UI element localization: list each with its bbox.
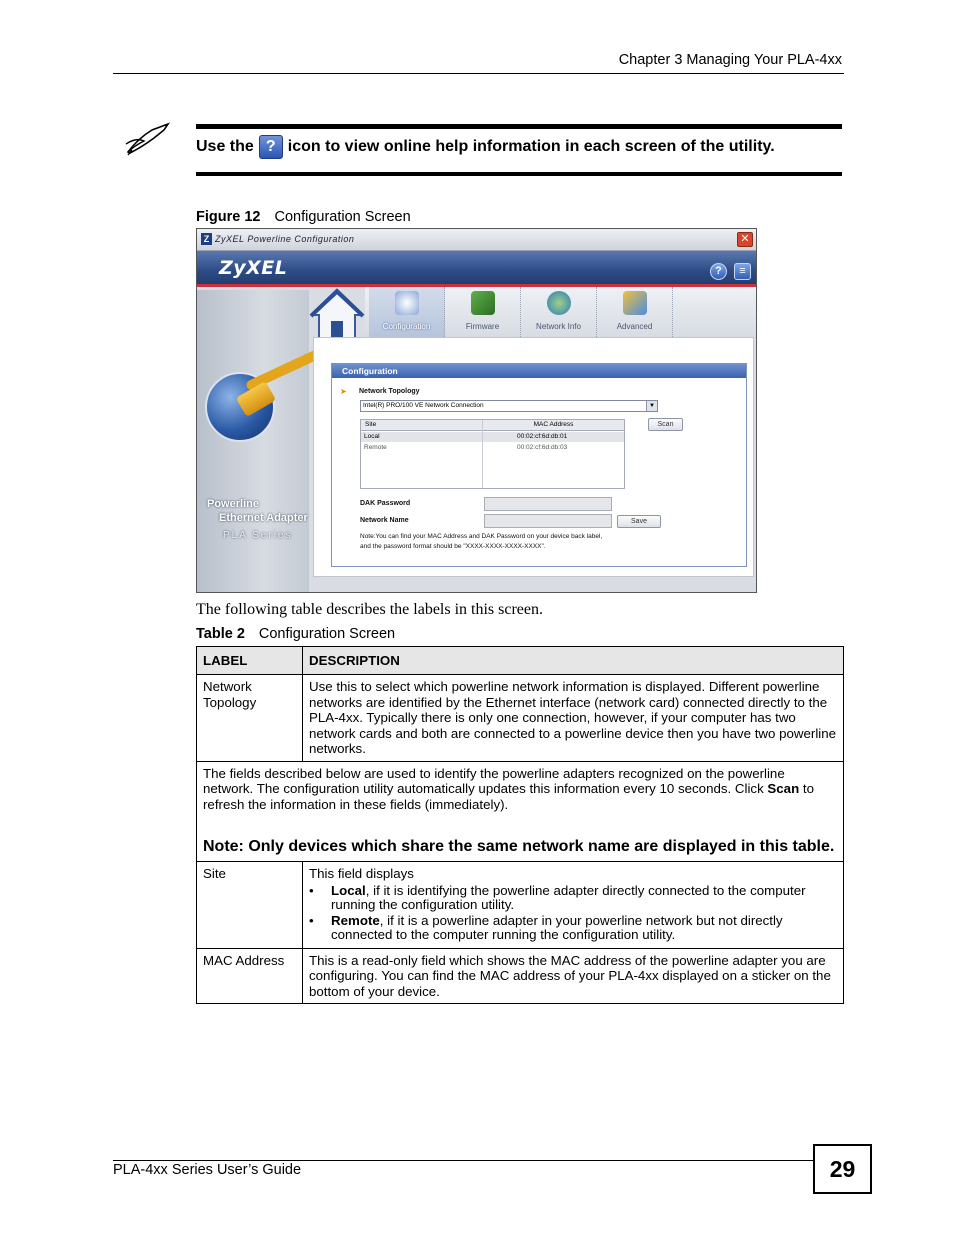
bullet-bold: Remote — [331, 912, 380, 928]
network-topology-label: Network Topology — [359, 388, 420, 395]
figure-title: Configuration Screen — [274, 209, 411, 225]
tab-configuration[interactable] — [369, 287, 445, 337]
footer-rule — [113, 1160, 813, 1161]
firmware-chip-icon — [471, 291, 495, 315]
row-mac: 00:02:cf:6d:db:01 — [517, 433, 568, 440]
arrow-icon: ➤ — [340, 387, 347, 396]
note-text-after: icon to view online help information in each screen of the utility. — [287, 138, 775, 155]
row-mac: 00:02:cf:6d:db:03 — [517, 444, 568, 451]
network-topology-value: Intel(R) PRO/100 VE Network Connection — [363, 402, 484, 409]
tab-advanced[interactable] — [597, 287, 673, 337]
brand-panel — [197, 290, 309, 592]
note-pen-icon — [124, 122, 174, 156]
window-titlebar — [197, 229, 756, 251]
footer-guide-title: PLA-4xx Series User’s Guide — [113, 1162, 302, 1178]
table-title: Configuration Screen — [258, 626, 396, 642]
note-text-before: Use the — [196, 138, 254, 155]
table-note: Note: Only devices which share the same network name are displayed in this table. — [203, 838, 835, 855]
network-info-icon — [547, 291, 571, 315]
table-header-row — [197, 647, 844, 675]
table-label: Table 2 — [196, 626, 245, 642]
note-text — [196, 134, 775, 160]
app-banner — [197, 251, 756, 287]
site-intro: This field displays — [309, 866, 414, 881]
note-rule-top — [196, 124, 842, 129]
row-description: This is a read-only field which shows the MAC address of the powerline adapter you are configuring. You can find the MAC address of your PLA-4xx displayed on a sticker on the bottom of your device. — [303, 948, 844, 1004]
chapter-header: Chapter 3 Managing Your PLA-4xx — [618, 52, 842, 68]
hint-text: and the password format should be "XXXX-XXXX-XXXX-XXXX". — [360, 543, 546, 550]
table-row — [197, 862, 844, 949]
row-description: Use this to select which powerline network information is displayed. Different powerline networks are identified by the Ethernet interface (network card) connected directly to the PLA-4xx. Typically there is only one connection, however, if your computer has two network cards and both are connected to a powerline device then you have two powerline networks. — [303, 675, 844, 762]
description-table — [196, 646, 844, 1004]
scan-bold: Scan — [767, 781, 800, 796]
zyxel-logo: ZyXEL — [219, 257, 288, 279]
home-icon[interactable] — [305, 287, 365, 343]
figure-caption — [196, 209, 411, 225]
tab-label: Network Info — [536, 322, 581, 331]
network-topology-select[interactable] — [360, 400, 658, 412]
page-number: 29 — [813, 1144, 872, 1194]
row-site[interactable]: Remote — [364, 444, 387, 451]
site-header: Site — [361, 420, 482, 431]
note-rule-bottom — [196, 172, 842, 176]
tab-label: Configuration — [382, 322, 431, 331]
tab-label: Firmware — [465, 322, 500, 331]
configuration-icon — [395, 291, 419, 315]
bullet-text: , if it is identifying the powerline adapter directly connected to the computer running the configuration utility. — [331, 882, 806, 912]
table-row[interactable] — [361, 432, 624, 442]
configuration-screenshot — [196, 228, 757, 593]
column-divider — [482, 420, 483, 488]
brand-line-powerline: Powerline — [207, 498, 259, 510]
row-label: MAC Address — [197, 948, 303, 1004]
list-item — [309, 914, 837, 943]
intro-text: The following table describes the labels in this screen. — [196, 601, 544, 618]
span-description — [197, 761, 844, 862]
span-text-after: to refresh the information in these fields (immediately). — [203, 781, 815, 812]
table-row — [197, 948, 844, 1004]
tab-network-info[interactable] — [521, 287, 597, 337]
list-item — [309, 884, 837, 913]
tab-label: Advanced — [616, 322, 653, 331]
scan-button[interactable]: Scan — [648, 418, 683, 431]
network-name-input[interactable] — [484, 514, 612, 528]
dak-password-label: DAK Password — [360, 500, 411, 507]
help-question-icon: ? — [259, 135, 283, 159]
save-button[interactable]: Save — [617, 515, 661, 528]
document-icon[interactable]: ≡ — [734, 263, 751, 280]
tab-firmware[interactable] — [445, 287, 521, 337]
table-row — [197, 761, 844, 862]
panel-title: Configuration — [332, 364, 746, 378]
mac-header: MAC Address — [483, 420, 624, 431]
figure-label: Figure 12 — [196, 209, 261, 225]
row-label: Network Topology — [197, 675, 303, 762]
advanced-tools-icon — [623, 291, 647, 315]
brand-line-adapter: Ethernet Adapter — [219, 512, 308, 524]
app-icon: Z — [201, 233, 212, 245]
label-header: LABEL — [197, 647, 303, 675]
table-caption — [196, 626, 395, 642]
window-title: ZyXEL Powerline Configuration — [215, 234, 355, 244]
description-header: DESCRIPTION — [303, 647, 844, 675]
row-description — [303, 862, 844, 949]
configuration-panel — [331, 363, 747, 567]
dak-password-input[interactable] — [484, 497, 612, 511]
table-row — [197, 675, 844, 762]
row-label: Site — [197, 862, 303, 949]
hint-text: Note:You can find your MAC Address and DAK Password on your device back label, — [360, 533, 603, 540]
help-icon[interactable]: ? — [710, 263, 727, 280]
nav-bar — [365, 287, 756, 337]
header-rule — [113, 73, 844, 74]
bullet-text: , if it is a powerline adapter in your powerline network but not directly connected to the computer running the configuration utility. — [331, 912, 783, 942]
chevron-down-icon[interactable]: ▼ — [646, 401, 657, 411]
network-name-label: Network Name — [360, 517, 409, 524]
span-text-before: The fields described below are used to identify the powerline adapters recognized on the powerline network. The configuration utility automatically updates this information every 10 seconds. Click — [203, 765, 785, 796]
brand-line-series: PLA Series — [223, 530, 293, 541]
bullet-bold: Local — [331, 882, 366, 898]
site-table — [360, 419, 625, 489]
close-icon[interactable]: ✕ — [737, 232, 753, 247]
site-bullets — [309, 884, 837, 943]
row-site: Local — [364, 433, 380, 440]
